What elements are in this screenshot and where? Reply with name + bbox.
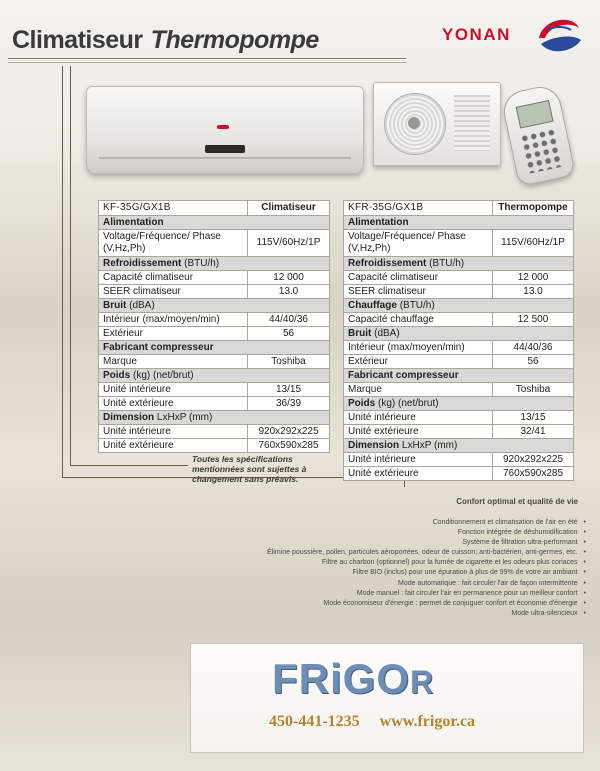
- table-row: [99, 383, 330, 397]
- ui-dim-value: 920x292x225: [493, 453, 574, 467]
- exterieur-label: Extérieur: [99, 327, 248, 341]
- specs-disclaimer: Toutes les spécifications mentionnées sont sujettes à changement sans préavis.: [192, 454, 307, 484]
- bullet-icon: •: [583, 599, 586, 607]
- interieur-value: 44/40/36: [248, 313, 330, 327]
- marque-label: Marque: [99, 355, 248, 369]
- unit-logo-mark: [217, 125, 229, 129]
- connector-line: [62, 66, 63, 478]
- section-row: [344, 216, 574, 230]
- table-row: [344, 230, 574, 257]
- section-bruit: [344, 327, 574, 341]
- title-thermopompe: Thermopompe: [150, 26, 319, 54]
- section-fabricant: Fabricant compresseur: [99, 341, 330, 355]
- marque-value: Toshiba: [493, 383, 574, 397]
- product-kind: Climatiseur: [248, 201, 330, 216]
- bullet-icon: •: [583, 549, 586, 557]
- remote-buttons: [520, 127, 564, 174]
- section-refroidissement: [344, 257, 574, 271]
- ue-poids-label: Unité extérieure: [99, 397, 248, 411]
- table-row: [99, 425, 330, 439]
- section-row: [99, 369, 330, 383]
- table-row: [344, 467, 574, 481]
- table-row: [99, 230, 330, 257]
- section-label: Chauffage: [348, 299, 397, 311]
- voltage-value: 115V/60Hz/1P: [493, 230, 574, 257]
- ue-dim-label: Unité extérieure: [99, 439, 248, 453]
- exterieur-value: 56: [493, 355, 574, 369]
- section-unit: (kg) (net/brut): [133, 369, 194, 381]
- ui-poids-value: 13/15: [493, 411, 574, 425]
- table-row: [344, 411, 574, 425]
- side-grille: [454, 95, 490, 151]
- section-row: [99, 257, 330, 271]
- outdoor-unit-image: [373, 82, 501, 166]
- section-unit: (BTU/h): [399, 299, 435, 311]
- bullet-icon: •: [583, 609, 586, 617]
- title-rule: [8, 58, 406, 59]
- spec-table-climatiseur: [98, 200, 330, 453]
- ue-dim-value: 760x590x285: [248, 439, 330, 453]
- feature-item: [267, 579, 586, 589]
- remote-screen: [516, 100, 554, 129]
- ui-dim-label: Unité intérieure: [344, 453, 493, 467]
- connector-line: [70, 465, 188, 466]
- section-unit: (kg) (net/brut): [378, 397, 439, 409]
- section-label: Poids: [348, 397, 376, 409]
- table-header-row: [344, 201, 574, 216]
- connector-line: [70, 66, 71, 466]
- frigor-logo: [272, 655, 434, 703]
- section-fabricant: Fabricant compresseur: [344, 369, 574, 383]
- section-label: Refroidissement: [103, 257, 182, 269]
- section-unit: (BTU/h): [184, 257, 220, 269]
- yonan-logo: YONAN: [442, 25, 511, 44]
- feature-text: Mode ultra-silencieux: [511, 609, 578, 617]
- section-alimentation: Alimentation: [344, 216, 574, 230]
- contact-line: [269, 713, 475, 731]
- seer-value: 13.0: [493, 285, 574, 299]
- section-row: [344, 397, 574, 411]
- bullet-icon: •: [583, 519, 586, 526]
- feature-item: [267, 558, 586, 568]
- feature-text: Conditionnement et climatisation de l'air en été: [432, 519, 578, 526]
- feature-item: [267, 518, 586, 528]
- section-label: Dimension: [348, 439, 400, 451]
- capacite-label: Capacité climatiseur: [99, 271, 248, 285]
- table-row: [344, 425, 574, 439]
- table-row: [99, 271, 330, 285]
- feature-text: Élimine poussière, pollen, particules aéroportées, odeur de cuisson; anti-bactérien, anti-germes, etc.: [267, 549, 578, 557]
- frigor-logo-end: R: [410, 664, 435, 700]
- spec-table-thermopompe: [343, 200, 574, 481]
- website-link[interactable]: www.frigor.ca: [379, 713, 476, 730]
- section-dimension: [99, 411, 330, 425]
- unit-display: [205, 145, 245, 153]
- seer-label: SEER climatiseur: [99, 285, 248, 299]
- ui-dim-label: Unité intérieure: [99, 425, 248, 439]
- title-rule-secondary: [8, 62, 406, 63]
- feature-item: [267, 568, 586, 578]
- interieur-label: Intérieur (max/moyen/min): [99, 313, 248, 327]
- feature-item: [267, 548, 586, 558]
- product-kind: Thermopompe: [493, 201, 574, 216]
- feature-text: Filtre BIO (inclus) pour une épuration à plus de 99% de votre air ambiant: [352, 569, 578, 577]
- marque-value: Toshiba: [248, 355, 330, 369]
- feature-item: [267, 599, 586, 609]
- voltage-label: Voltage/Fréquence/ Phase (V,Hz,Ph): [99, 230, 248, 257]
- section-unit: LxHxP (mm): [156, 411, 213, 423]
- table-row: [99, 397, 330, 411]
- ue-dim-label: Unité extérieure: [344, 467, 493, 481]
- section-row: [344, 327, 574, 341]
- table-row: [344, 313, 574, 327]
- section-bruit: [99, 299, 330, 313]
- cap-chauffage-label: Capacité chauffage: [344, 313, 493, 327]
- section-dimension: [344, 439, 574, 453]
- table-row: [344, 341, 574, 355]
- capacite-value: 12 000: [248, 271, 330, 285]
- section-unit: (BTU/h): [429, 257, 465, 269]
- features-list: [267, 518, 586, 619]
- model-code: KFR-35G/GX1B: [344, 201, 493, 216]
- exterieur-value: 56: [248, 327, 330, 341]
- section-unit: (dBA): [129, 299, 155, 311]
- voltage-value: 115V/60Hz/1P: [248, 230, 330, 257]
- bullet-icon: •: [583, 569, 586, 577]
- phone-number: 450-441-1235: [269, 713, 360, 730]
- table-row: [99, 285, 330, 299]
- feature-item: [267, 609, 586, 619]
- interieur-value: 44/40/36: [493, 341, 574, 355]
- section-refroidissement: [99, 257, 330, 271]
- table-row: [99, 327, 330, 341]
- ue-poids-value: 36/39: [248, 397, 330, 411]
- feature-text: Mode économiseur d'énergie : permet de conjuguer confort et économie d'énergie: [323, 599, 578, 607]
- table-row: [344, 453, 574, 467]
- title-climatiseur: Climatiseur: [12, 26, 143, 54]
- marque-label: Marque: [344, 383, 493, 397]
- exterieur-label: Extérieur: [344, 355, 493, 369]
- section-alimentation: Alimentation: [99, 216, 330, 230]
- ue-poids-label: Unité extérieure: [344, 425, 493, 439]
- ue-dim-value: 760x590x285: [493, 467, 574, 481]
- fan-hub: [408, 117, 420, 129]
- features-title: Confort optimal et qualité de vie: [456, 497, 578, 506]
- section-chauffage: [344, 299, 574, 313]
- ue-poids-value: 32/41: [493, 425, 574, 439]
- remote-control-image: [500, 83, 576, 187]
- ui-poids-value: 13/15: [248, 383, 330, 397]
- ui-poids-label: Unité intérieure: [99, 383, 248, 397]
- voltage-label: Voltage/Fréquence/ Phase (V,Hz,Ph): [344, 230, 493, 257]
- table-row: [344, 271, 574, 285]
- frigor-logo-text: FRiGO: [272, 655, 410, 702]
- section-label: Bruit: [103, 299, 127, 311]
- bullet-icon: •: [583, 589, 586, 597]
- table-row: [99, 355, 330, 369]
- feature-text: Mode manuel : fait circuler l'air en permanence pour un meilleur confort: [356, 589, 578, 597]
- section-row: [99, 411, 330, 425]
- feature-text: Filtre au charbon (optionnel) pour la fumée de cigarette et les odeurs plus coriaces: [321, 559, 578, 567]
- indoor-unit-image: [86, 86, 364, 174]
- section-poids: [344, 397, 574, 411]
- bullet-icon: •: [583, 559, 586, 567]
- ui-poids-label: Unité intérieure: [344, 411, 493, 425]
- bullet-icon: •: [583, 579, 586, 587]
- yonan-swirl-icon: [533, 8, 585, 60]
- section-label: Poids: [103, 369, 131, 381]
- capacite-label: Capacité climatiseur: [344, 271, 493, 285]
- section-label: Bruit: [348, 327, 372, 339]
- feature-item: [267, 538, 586, 548]
- bullet-icon: •: [583, 529, 586, 537]
- table-row: [344, 383, 574, 397]
- section-row: [344, 369, 574, 383]
- section-label: Refroidissement: [348, 257, 427, 269]
- section-row: [344, 439, 574, 453]
- feature-text: Système de filtration ultra-performant: [462, 539, 578, 547]
- section-unit: (dBA): [374, 327, 400, 339]
- section-poids: [99, 369, 330, 383]
- table-row: [344, 285, 574, 299]
- table-row: [99, 439, 330, 453]
- table-header-row: [99, 201, 330, 216]
- feature-text: Mode automatique : fait circuler l'air de façon intermittente: [398, 579, 578, 587]
- feature-item: [267, 528, 586, 538]
- page-title: [12, 26, 319, 55]
- model-code: KF-35G/GX1B: [99, 201, 248, 216]
- section-row: [99, 216, 330, 230]
- bullet-icon: •: [583, 539, 586, 547]
- section-row: [344, 257, 574, 271]
- seer-value: 13.0: [248, 285, 330, 299]
- unit-vent: [99, 157, 351, 159]
- section-row: [99, 341, 330, 355]
- section-row: [99, 299, 330, 313]
- cap-chauffage-value: 12 500: [493, 313, 574, 327]
- table-row: [99, 313, 330, 327]
- ui-dim-value: 920x292x225: [248, 425, 330, 439]
- section-row: [344, 299, 574, 313]
- seer-label: SEER climatiseur: [344, 285, 493, 299]
- section-unit: LxHxP (mm): [401, 439, 458, 451]
- feature-item: [267, 589, 586, 599]
- feature-text: Fonction intégrée de déshumidification: [457, 529, 578, 537]
- capacite-value: 12 000: [493, 271, 574, 285]
- table-row: [344, 355, 574, 369]
- section-label: Dimension: [103, 411, 155, 423]
- interieur-label: Intérieur (max/moyen/min): [344, 341, 493, 355]
